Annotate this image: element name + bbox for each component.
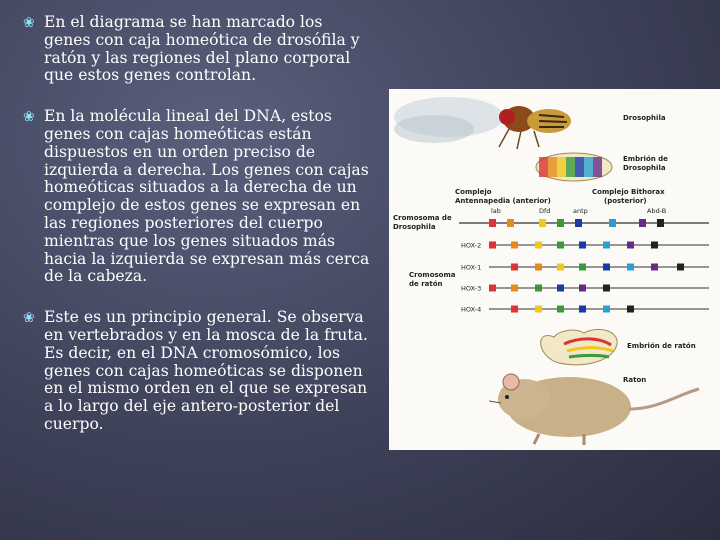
bullet-marker-icon: ❀ <box>23 15 35 31</box>
mouse-gene-box <box>535 306 542 313</box>
fly-gene-box <box>609 219 616 227</box>
hox-row-label: HOX-1 <box>461 263 482 272</box>
gene-label-lab: lab <box>491 207 501 215</box>
mouse-gene-box <box>627 264 634 271</box>
mouse-gene-box <box>579 242 586 249</box>
mouse-gene-box <box>627 242 634 249</box>
mouse-gene-box <box>511 264 518 271</box>
mouse-gene-box <box>511 285 518 292</box>
mouse-gene-box <box>535 264 542 271</box>
mouse-hox-rows <box>461 242 709 314</box>
fly-gene-box <box>639 219 646 227</box>
mouse-gene-box <box>557 242 564 249</box>
hox-gene-figure <box>389 89 720 450</box>
gene-label-antp: antp <box>573 207 588 215</box>
antennapedia-label: Complejo Antennapedia (anterior) <box>455 188 551 205</box>
mouse-gene-box <box>579 285 586 292</box>
mouse-image <box>489 374 699 445</box>
bullet-list <box>20 14 370 434</box>
mouse-gene-box <box>557 285 564 292</box>
drosophila-embryo-image <box>536 153 612 181</box>
mouse-gene-box <box>677 264 684 271</box>
mouse-gene-box <box>489 242 496 249</box>
bithorax-label: Complejo Bithorax (posterior) <box>592 188 665 205</box>
mouse-embryo-label: Embrión de ratón <box>627 342 696 350</box>
mouse-label: Raton <box>623 376 647 384</box>
mouse-gene-box <box>579 306 586 313</box>
mouse-gene-box <box>627 306 634 313</box>
bullet-item <box>20 14 370 85</box>
mouse-gene-box <box>557 306 564 313</box>
mouse-gene-box <box>557 264 564 271</box>
hox-row-label: HOX-2 <box>461 241 482 250</box>
gene-label-dfd: Dfd <box>539 207 551 215</box>
hox-row-label: HOX-4 <box>461 305 482 314</box>
mouse-embryo-image <box>541 329 618 364</box>
hox-row-label: HOX-3 <box>461 284 482 293</box>
bullet-item <box>20 108 370 286</box>
mouse-gene-box <box>603 242 610 249</box>
drosophila-chromosome-line <box>459 219 709 227</box>
bullet-item <box>20 309 370 434</box>
mouse-gene-box <box>651 242 658 249</box>
drosophila-chromosome-label: Cromosoma de Drosophila <box>393 214 452 231</box>
mouse-chromosome-label: Cromosoma de ratón <box>409 271 456 288</box>
mouse-gene-box <box>651 264 658 271</box>
fly-gene-box <box>657 219 664 227</box>
fly-gene-box <box>575 219 582 227</box>
fly-gene-box <box>489 219 496 227</box>
drosophila-label: Drosophila <box>623 114 666 122</box>
fly-gene-box <box>507 219 514 227</box>
drosophila-fly-image <box>394 97 571 149</box>
mouse-gene-box <box>535 285 542 292</box>
mouse-gene-box <box>511 306 518 313</box>
mouse-gene-box <box>603 264 610 271</box>
bullet-text: En el diagrama se han marcado los genes con caja homeótica de drosófila y ratón y las regiones del plano corporal que estos genes controlan. <box>44 13 360 85</box>
fly-gene-box <box>539 219 546 227</box>
bullet-text: En la molécula lineal del DNA, estos genes con cajas homeóticas están dispuestos en un orden preciso de izquierda a derecha. Los genes con cajas homeóticas situados a la derecha de un complejo de estos genes se expresan en las regiones posteriores del cuerpo mientras que los genes situados más hacia la izquierda se expresan más cerca de la cabeza. <box>44 107 370 286</box>
mouse-gene-box <box>603 306 610 313</box>
fly-gene-box <box>557 219 564 227</box>
gene-label-abdb: Abd-B <box>647 207 667 215</box>
bullet-marker-icon: ❀ <box>23 109 35 126</box>
mouse-gene-box <box>603 285 610 292</box>
mouse-gene-box <box>511 242 518 249</box>
mouse-gene-box <box>489 285 496 292</box>
bullet-text: Este es un principio general. Se observa en vertebrados y en la mosca de la fruta. Es decir, en el DNA cromosómico, los genes con cajas homeóticas se disponen en el mismo orden en el que se expresan a lo largo del eje antero-posterior del cuerpo. <box>44 308 368 433</box>
drosophila-embryo-label: Embrión de Drosophila <box>623 155 668 172</box>
mouse-gene-box <box>579 264 586 271</box>
bullet-marker-icon: ❀ <box>23 310 35 327</box>
mouse-gene-box <box>535 242 542 249</box>
